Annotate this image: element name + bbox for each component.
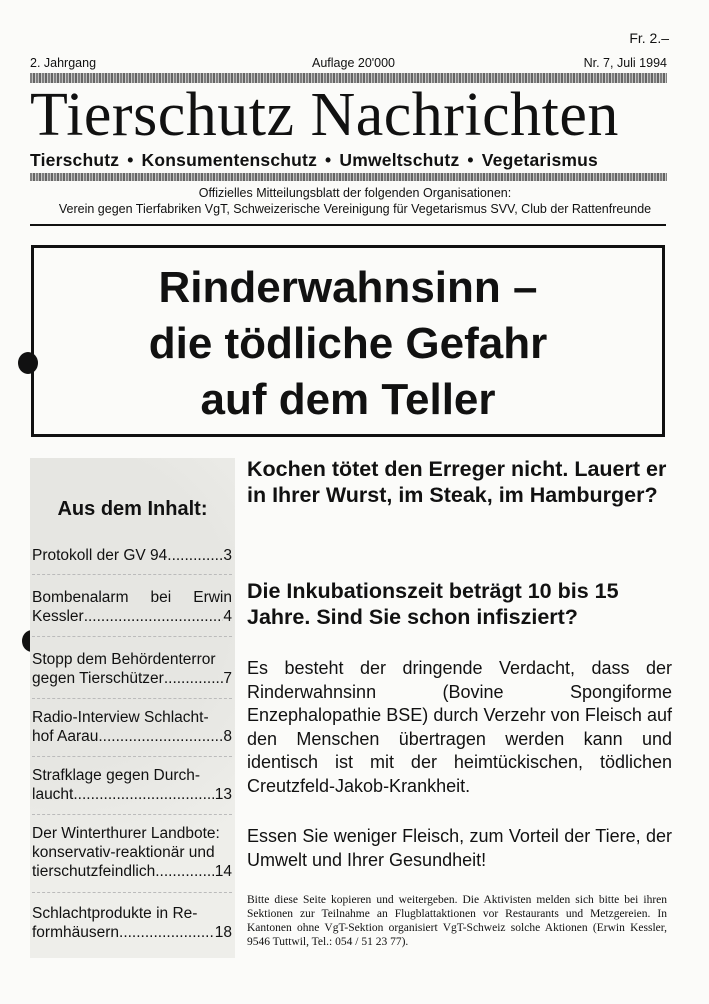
toc-page: 14 xyxy=(214,863,232,880)
headline-box xyxy=(31,245,665,437)
topic-4: Vegetarismus xyxy=(481,150,598,170)
toc-item-behoerdenterror xyxy=(32,650,232,688)
headline-line-2: die tödliche Gefahr xyxy=(148,319,548,368)
official-line-2: Verein gegen Tierfabriken VgT, Schweizerische Vereinigung für Vegetarismus SVV, Club der Rattenfreunde xyxy=(58,202,652,216)
volume: 2. Jahrgang xyxy=(30,56,97,70)
topic-3: Umweltschutz xyxy=(339,150,460,170)
toc-text: Kessler xyxy=(32,608,84,625)
toc-text: Der Winterthurer Landbote: xyxy=(32,825,220,842)
toc-divider xyxy=(32,892,232,893)
toc-page: 7 xyxy=(223,670,232,687)
topic-2: Konsumentenschutz xyxy=(141,150,318,170)
toc-item-schlachtprodukte xyxy=(32,904,232,942)
issue-number: Nr. 7, Juli 1994 xyxy=(583,56,667,70)
toc-item-strafklage xyxy=(32,766,232,804)
toc-item-protokoll xyxy=(32,546,232,565)
toc-divider xyxy=(32,756,232,757)
toc-text: Stopp dem Behördenterror xyxy=(32,651,216,668)
masthead-band-bottom xyxy=(30,173,667,181)
toc-text: konservativ-reaktionär und xyxy=(32,844,215,861)
toc-text: Protokoll der GV 94 xyxy=(32,547,168,564)
official-line-1: Offizielles Mitteilungsblatt der folgenden Organisationen: xyxy=(198,186,512,200)
headline-line-3: auf dem Teller xyxy=(200,375,496,424)
toc-item-bombenalarm xyxy=(32,588,232,626)
toc-page: 13 xyxy=(214,786,232,803)
toc-text: Strafklage gegen Durch- xyxy=(32,767,201,784)
topic-separator: • xyxy=(467,150,474,170)
toc-page: 4 xyxy=(223,608,232,625)
toc-text: laucht xyxy=(32,786,74,803)
toc-divider xyxy=(32,698,232,699)
toc-page: 3 xyxy=(223,547,232,564)
topic-1: Tierschutz xyxy=(30,150,120,170)
punch-hole-mark xyxy=(18,352,38,374)
toc-text: Radio-Interview Schlacht- xyxy=(32,709,209,726)
toc-text: tierschutzfeindlich xyxy=(32,863,156,880)
topic-separator: • xyxy=(325,150,332,170)
toc-divider xyxy=(32,636,232,637)
toc-text: Bombenalarm bei Erwin xyxy=(32,589,232,606)
toc-page: 8 xyxy=(223,728,232,745)
headline xyxy=(34,260,662,428)
topic-separator: • xyxy=(127,150,134,170)
body-paragraph-2: Essen Sie weniger Fleisch, zum Vorteil der Tiere, der Umwelt und Ihrer Gesundheit! xyxy=(247,826,672,870)
toc-item-landbote xyxy=(32,824,232,881)
toc-item-radio-interview xyxy=(32,708,232,746)
toc-text: hof Aarau xyxy=(32,728,99,745)
topic-line xyxy=(30,150,670,171)
subhead-2: Die Inkubationszeit beträgt 10 bis 15 Jahre. Sind Sie schon infisziert? xyxy=(247,579,619,629)
toc-text: Schlachtprodukte in Re- xyxy=(32,905,198,922)
toc-divider xyxy=(32,814,232,815)
body-paragraph-1: Es besteht der dringende Verdacht, dass der Rinderwahnsinn (Bovine Spongiforme Enzephalopathie BSE) durch Verzehr von Fleisch auf den Menschen übertragen werden kann und identisch ist mit der heimtückischen, tödlichen Creutzfeld-Jakob-Krankheit. xyxy=(247,658,672,796)
header-rule xyxy=(30,224,666,226)
masthead-title: Tierschutz Nachrichten xyxy=(30,81,619,149)
circulation: Auflage 20'000 xyxy=(312,56,396,70)
subhead-1: Kochen tötet den Erreger nicht. Lauert er in Ihrer Wurst, im Steak, im Hamburger? xyxy=(247,457,667,507)
distribution-notice: Bitte diese Seite kopieren und weitergeben. Die Aktivisten melden sich bitte bei ihren Sektionen zur Teilnahme an Flugblattaktionen vor Restaurants und Metzgereien. In Kantonen ohne VgT-Sektion organisiert VgT-Schweiz solche Aktionen (Erwin Kessler, 9546 Tuttwil, Tel.: 054 / 51 23 77). xyxy=(247,894,667,948)
headline-line-1: Rinderwahnsinn – xyxy=(158,263,538,312)
toc-page: 18 xyxy=(214,924,232,941)
toc-divider xyxy=(32,574,232,575)
price: Fr. 2.– xyxy=(629,30,669,46)
contents-sidebar xyxy=(30,458,235,958)
contents-title: Aus dem Inhalt: xyxy=(57,498,208,520)
toc-text: formhäusern xyxy=(32,924,120,941)
toc-text: gegen Tierschützer xyxy=(32,670,164,687)
official-notice xyxy=(20,185,690,217)
